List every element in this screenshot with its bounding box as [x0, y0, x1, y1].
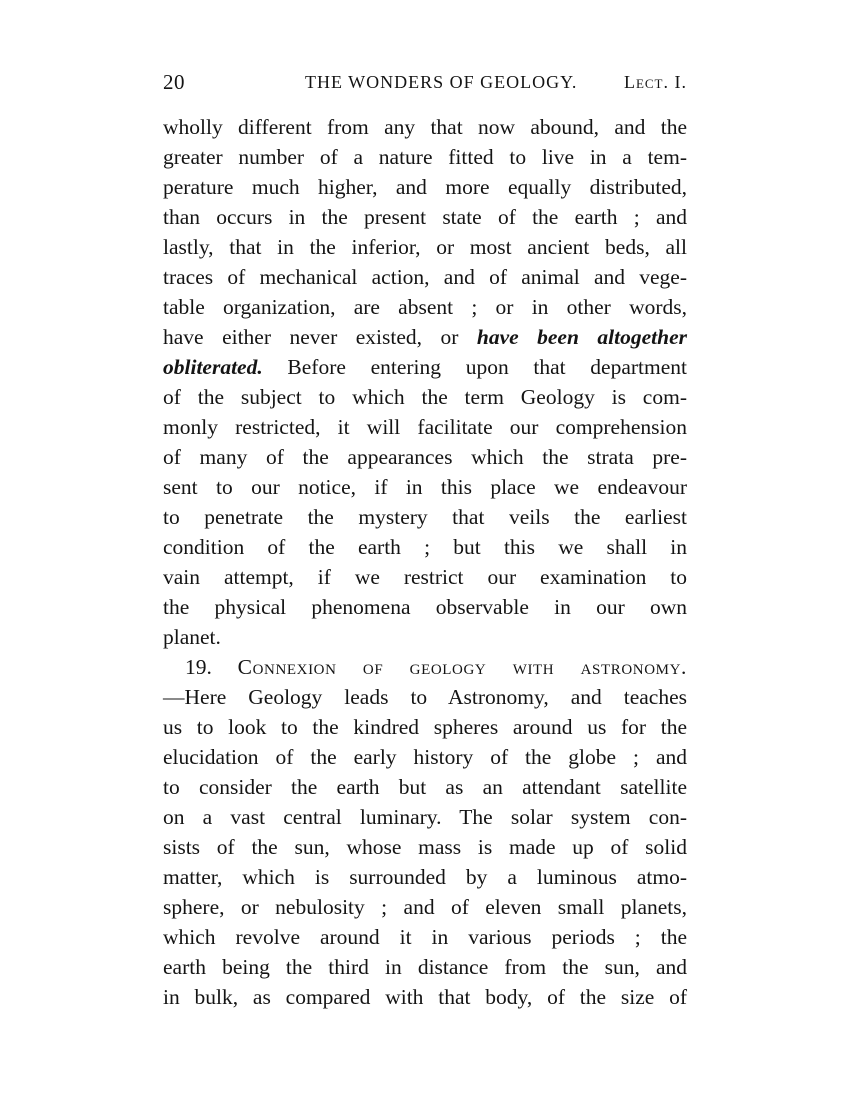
text-line: table organization, are absent ; or in other words,: [163, 295, 687, 319]
text-line: elucidation of the early history of the globe ; and: [163, 745, 687, 769]
text-line: to consider the earth but as an attendant satellite: [163, 775, 687, 799]
text-line: matter, which is surrounded by a luminous atmo-: [163, 865, 687, 889]
page-number: 20: [163, 70, 185, 94]
lecture-label: Lect. I.: [623, 72, 687, 92]
text-line: sphere, or nebulosity ; and of eleven small planets,: [163, 895, 687, 919]
text-line: earth being the third in distance from the sun, and: [163, 955, 687, 979]
text-line: to penetrate the mystery that veils the earliest: [163, 505, 687, 529]
text-line: vain attempt, if we restrict our examination to: [163, 565, 687, 589]
text-line: —Here Geology leads to Astronomy, and teaches: [163, 685, 687, 709]
running-title: THE WONDERS OF GEOLOGY.: [305, 72, 578, 92]
body-text: [163, 112, 687, 1012]
text-line: planet.: [163, 625, 221, 649]
section-heading-line: [163, 652, 687, 682]
text-line: on a vast central luminary. The solar system con-: [163, 805, 687, 829]
text-line: perature much higher, and more equally distributed,: [163, 175, 687, 199]
text-line: wholly different from any that now abound, and the: [163, 115, 687, 139]
text-line: [163, 322, 687, 352]
italic-emphasis: obliterated.: [163, 355, 263, 379]
italic-emphasis: have been altogether: [476, 325, 687, 349]
text-line: of the subject to which the term Geology is com-: [163, 385, 687, 409]
text-line: which revolve around it in various periods ; the: [163, 925, 687, 949]
text-line: us to look to the kindred spheres around us for the: [163, 715, 687, 739]
text-line: monly restricted, it will facilitate our comprehension: [163, 415, 687, 439]
text-line: than occurs in the present state of the earth ; and: [163, 205, 687, 229]
text-line: in bulk, as compared with that body, of the size of: [163, 985, 687, 1009]
text-line: [163, 352, 687, 382]
text-fragment: have either never existed, or: [163, 325, 477, 349]
text-line: lastly, that in the inferior, or most ancient beds, all: [163, 235, 687, 259]
text-line: sent to our notice, if in this place we endeavour: [163, 475, 687, 499]
text-line: sists of the sun, whose mass is made up of solid: [163, 835, 687, 859]
text-line: the physical phenomena observable in our own: [163, 595, 687, 619]
text-line: traces of mechanical action, and of animal and vege-: [163, 265, 687, 289]
section-number: 19.: [185, 655, 212, 679]
text-line: greater number of a nature fitted to live in a tem-: [163, 145, 687, 169]
section-heading: Connexion of geology with astronomy.: [237, 655, 687, 679]
text-fragment: Before entering upon that department: [262, 355, 687, 379]
text-line: of many of the appearances which the strata pre-: [163, 445, 687, 469]
running-head: [163, 70, 687, 100]
text-line: condition of the earth ; but this we shall in: [163, 535, 687, 559]
